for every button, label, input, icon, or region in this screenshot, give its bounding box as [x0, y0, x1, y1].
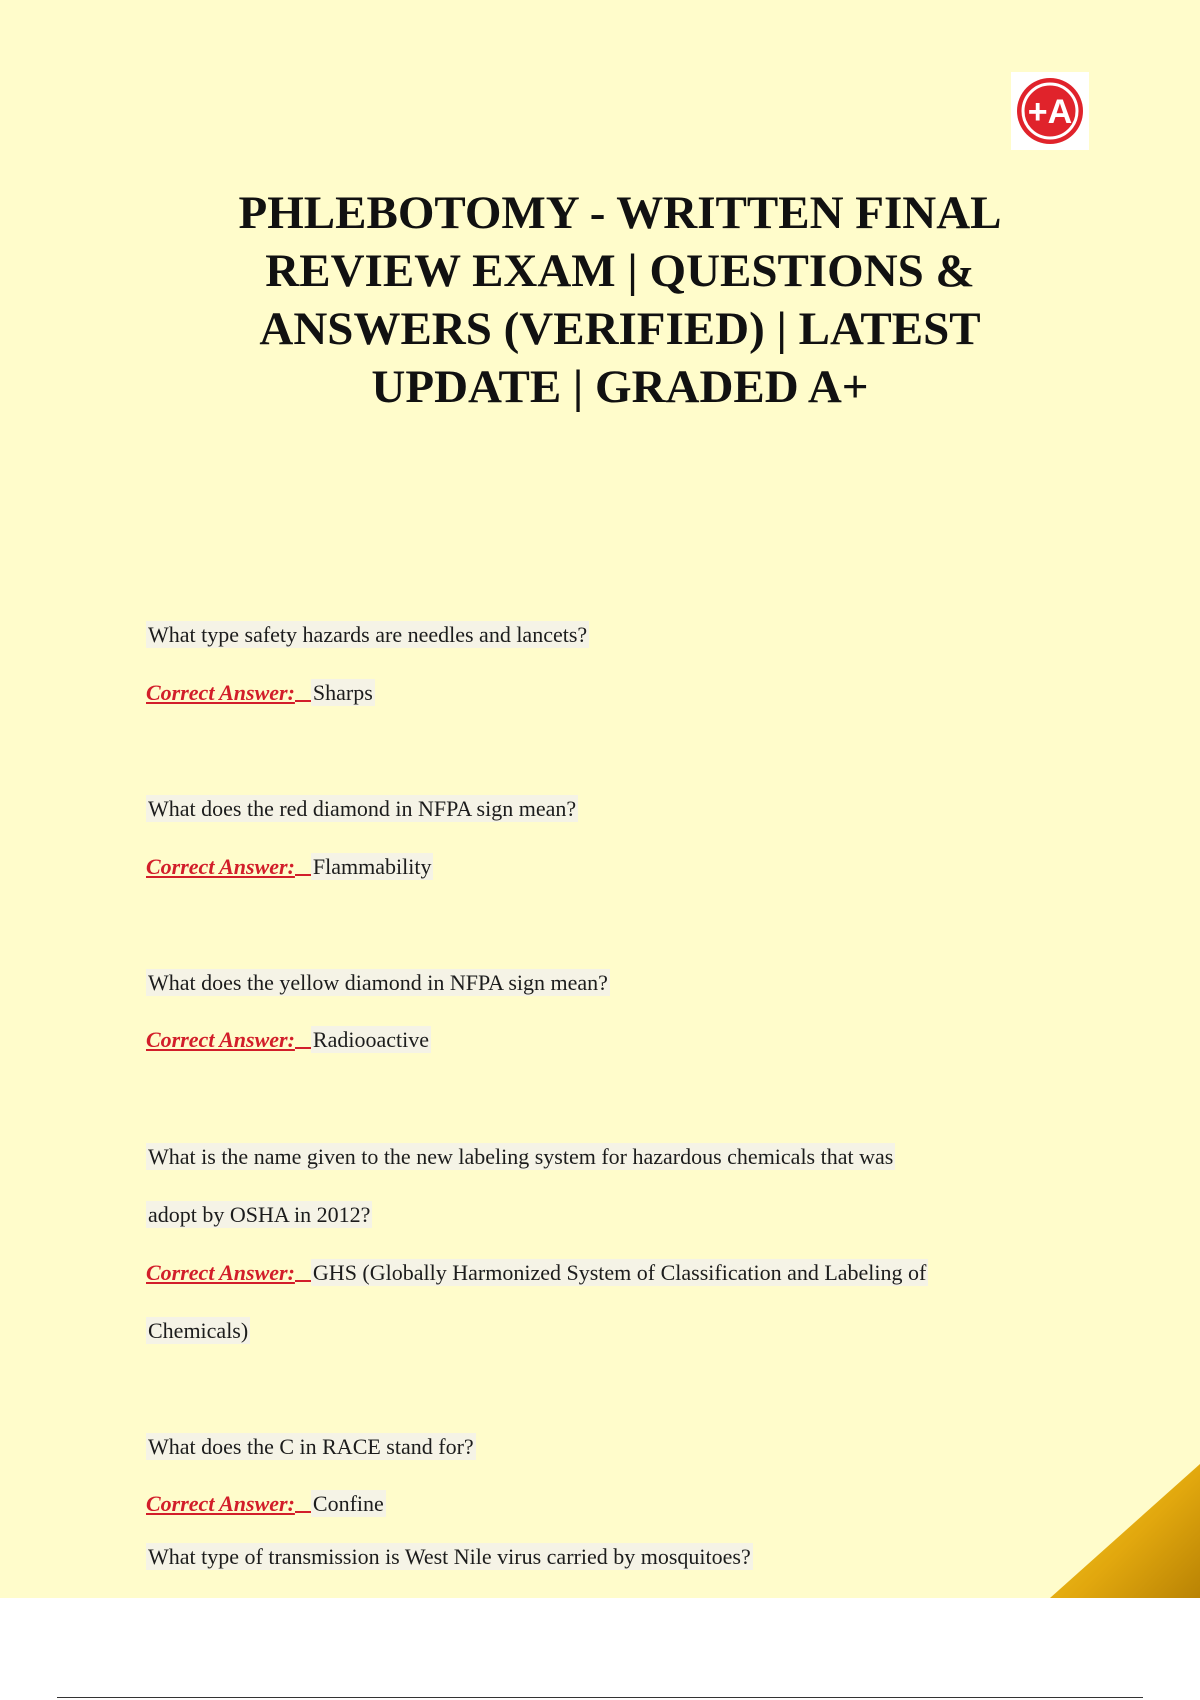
- question-text: What type of transmission is West Nile virus carried by mosquitoes?: [148, 1544, 751, 1569]
- answer-underline: [295, 1493, 311, 1513]
- correct-answer-label: Correct Answer:: [146, 1027, 295, 1052]
- qa-item: [146, 617, 1026, 711]
- correct-answer-label: Correct Answer:: [146, 1491, 295, 1516]
- question-text: adopt by OSHA in 2012?: [148, 1202, 371, 1227]
- answer-text: Sharps: [312, 680, 373, 705]
- qa-item: [146, 965, 1026, 1058]
- answer-text: GHS (Globally Harmonized System of Classification and Labeling of: [312, 1260, 927, 1285]
- question-text: What does the C in RACE stand for?: [148, 1434, 474, 1459]
- question-text: What does the red diamond in NFPA sign mean?: [148, 796, 577, 821]
- answer-text: Confine: [312, 1491, 384, 1516]
- answer-underline: [295, 856, 311, 876]
- qa-item: [146, 1139, 1026, 1349]
- page-corner-decoration: [1050, 1464, 1200, 1598]
- answer-underline: [295, 1262, 311, 1282]
- answer-text: Radiooactive: [312, 1027, 429, 1052]
- footer-divider: [57, 1697, 1143, 1698]
- correct-answer-label: Correct Answer:: [146, 680, 295, 705]
- question-text: What is the name given to the new labeling system for hazardous chemicals that was: [148, 1144, 894, 1169]
- grade-a-plus-logo-icon: [1011, 72, 1089, 150]
- logo: [1011, 72, 1089, 150]
- correct-answer-label: Correct Answer:: [146, 854, 295, 879]
- page-title: PHLEBOTOMY - WRITTEN FINAL REVIEW EXAM | QUESTIONS & ANSWERS (VERIFIED) | LATEST UPDATE | GRADED A+: [238, 187, 1002, 413]
- question-text: What type safety hazards are needles and lancets?: [148, 622, 588, 647]
- answer-text: Chemicals): [148, 1318, 249, 1343]
- qa-item: [146, 1429, 1026, 1522]
- answer-underline: [295, 1029, 311, 1049]
- answer-underline: [295, 682, 311, 702]
- question-text: What does the yellow diamond in NFPA sign mean?: [148, 970, 608, 995]
- qa-item: [146, 1539, 1026, 1575]
- qa-item: [146, 791, 1026, 885]
- correct-answer-label: Correct Answer:: [146, 1260, 295, 1285]
- logo-lettering: +A: [1027, 93, 1073, 131]
- answer-text: Flammability: [312, 854, 432, 879]
